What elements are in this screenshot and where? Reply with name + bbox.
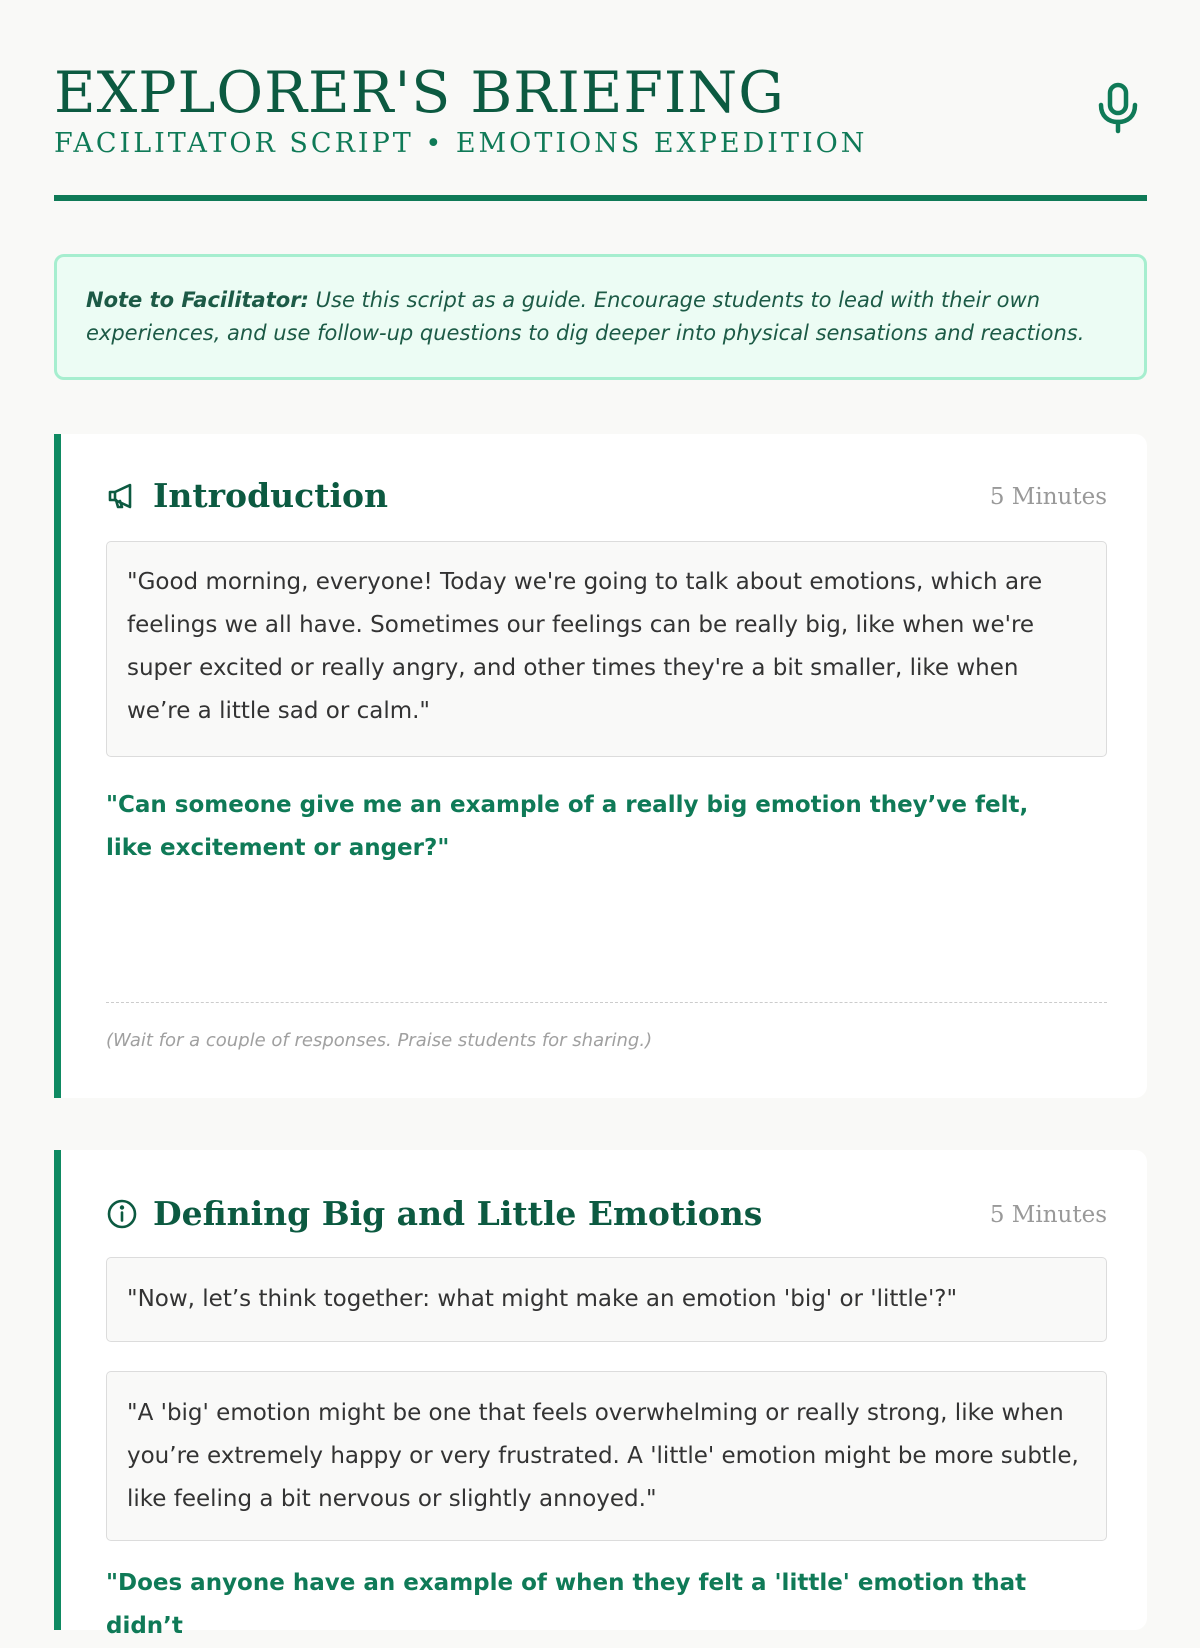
divider	[106, 1002, 1107, 1003]
section-defining-emotions	[54, 1150, 1147, 1639]
facilitator-note	[54, 254, 1147, 380]
microphone-icon[interactable]	[1097, 82, 1139, 134]
info-circle-icon	[106, 1198, 138, 1230]
megaphone-icon	[106, 480, 138, 512]
section-title: Defining Big and Little Emotions	[153, 1194, 763, 1233]
section-header	[106, 1194, 1107, 1234]
section-introduction	[54, 434, 1147, 1098]
discussion-prompt: "Can someone give me an example of a really big emotion they’ve felt, like excitement or anger?"	[106, 792, 1029, 861]
section-title: Introduction	[153, 476, 389, 515]
section-header	[106, 476, 1107, 516]
note-label: Note to Facilitator:	[86, 288, 309, 312]
note-text: Use this script as a guide. Encourage students to lead with their own experiences, and use follow-up questions to dig deeper into physical sensations and reactions.	[86, 288, 1085, 345]
page-subtitle: FACILITATOR SCRIPT • EMOTIONS EXPEDITION	[54, 128, 868, 159]
page-title: EXPLORER'S BRIEFING	[54, 60, 785, 126]
discussion-prompt: "Does anyone have an example of when they felt a 'little' emotion that didn’t	[106, 1570, 1027, 1639]
facilitator-instruction: (Wait for a couple of responses. Praise students for sharing.)	[106, 1030, 653, 1051]
script-quote: "Now, let’s think together: what might make an emotion 'big' or 'little'?"	[106, 1257, 1107, 1342]
section-duration: 5 Minutes	[989, 484, 1107, 510]
page-header	[54, 56, 1147, 201]
script-quote: "Good morning, everyone! Today we're going to talk about emotions, which are feelings we all have. Sometimes our feelings can be really big, like when we're super excited or really angry, and other times they're a bit smaller, like when we’re a little sad or calm."	[106, 541, 1107, 757]
section-duration: 5 Minutes	[989, 1202, 1107, 1228]
script-quote: "A 'big' emotion might be one that feels overwhelming or really strong, like when you’re extremely happy or very frustrated. A 'little' emotion might be more subtle, like feeling a bit nervous or slightly annoyed."	[106, 1371, 1107, 1541]
